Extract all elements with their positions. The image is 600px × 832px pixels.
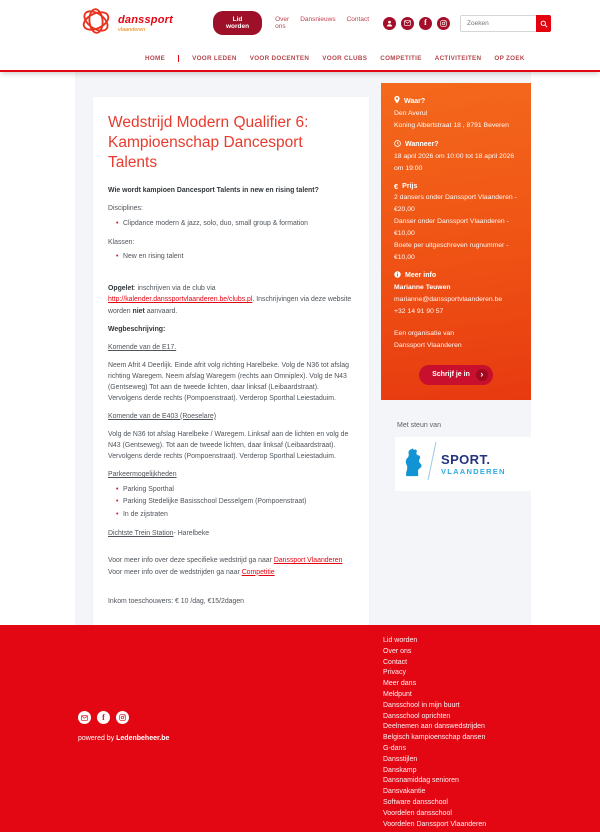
header-icon-row — [383, 17, 450, 30]
klassen-label: Klassen: — [108, 238, 135, 246]
parking-list — [116, 484, 354, 521]
event-article — [93, 97, 369, 632]
venue-name: Den Averul — [394, 110, 428, 117]
clock-icon — [394, 140, 401, 149]
org-name: Danssport Vlaanderen — [394, 341, 462, 349]
chevron-right-icon: › — [476, 369, 488, 381]
main-content — [0, 72, 600, 625]
header-link-contact[interactable]: Contact — [346, 16, 370, 23]
waar-section — [394, 96, 518, 132]
footer-link[interactable]: Privacy — [383, 669, 406, 677]
email-icon[interactable] — [78, 711, 91, 724]
sponsor-label: Met steun van — [397, 421, 441, 429]
event-datetime: 18 april 2026 om 10:00 tot 18 april 2026 om 19:00 — [394, 152, 515, 172]
sport-vlaanderen-lion-icon — [401, 444, 423, 483]
nav-item-home[interactable]: HOME — [145, 55, 179, 62]
price-list — [394, 192, 518, 263]
organisatie-section — [394, 328, 518, 352]
route1-heading: Komende van de E17. — [108, 343, 177, 351]
nav-item-voor-clubs[interactable]: VOOR CLUBS — [322, 54, 368, 62]
footer — [0, 625, 600, 832]
org-line: Een organisatie van — [394, 330, 455, 338]
article-intro: Wie wordt kampioen Dancesport Talents in new en rising talent? — [108, 187, 319, 195]
competitie-link[interactable]: Competitie — [241, 568, 275, 576]
footer-link[interactable]: Software dansschool — [383, 798, 448, 806]
sport-logo-line2: VLAANDEREN — [441, 466, 506, 476]
disciplines-list — [116, 218, 354, 230]
sport-logo-line1: SPORT. — [441, 451, 491, 467]
meer-info-label: Meer info — [405, 272, 437, 280]
wanneer-section — [394, 140, 518, 175]
kalender-link[interactable]: http://kalender.danssportvlaanderen.be/clubs.pl — [108, 296, 253, 304]
content-container — [75, 72, 531, 625]
footer-link[interactable]: Voordelen dansschool — [383, 809, 452, 817]
header — [0, 0, 600, 46]
lid-worden-button[interactable]: Lid worden — [213, 11, 262, 35]
instagram-icon[interactable] — [116, 711, 129, 724]
footer-link[interactable]: Voordelen Danssport Vlaanderen — [383, 820, 487, 828]
route2-heading: Komende van de E403 (Roeselare) — [108, 412, 217, 420]
user-icon[interactable] — [383, 17, 396, 30]
header-link-dansnieuws[interactable]: Dansnieuws — [300, 16, 336, 23]
facebook-icon[interactable]: f — [419, 17, 432, 30]
info-line-1: Voor meer info over deze specifieke wedstrijd ga naar Danssport Vlaanderen — [108, 557, 343, 565]
brand-tagline: vlaanderen — [118, 26, 146, 33]
location-pin-icon — [394, 96, 400, 106]
instagram-icon[interactable] — [437, 17, 450, 30]
prijs-section — [394, 183, 518, 264]
danssport-vlaanderen-link[interactable]: Danssport Vlaanderen — [273, 557, 343, 565]
wanneer-label: Wanneer? — [405, 140, 439, 148]
route1-text: Neem Afrit 4 Deerlijk. Einde afrit volg richting Harelbeke. Volg de N36 tot afslag richting Waregem. Neem afslag Waregem (rechts aan Omniplex). Volg de N43 (Gentseweg) Tot aan de tweede lichten, daar linksaf (Leibaardstraat). Vervolgens derde rechts (Pompoenstraat). Verderop Sporthal Leiestaduim. — [108, 361, 349, 402]
footer-link[interactable]: Deelnemen aan danswedstrijden — [383, 723, 485, 731]
search-icon — [540, 16, 548, 31]
nav-item-activiteiten[interactable]: ACTIVITEITEN — [434, 54, 482, 62]
list-item: • Clipdance modern & jazz, solo, duo, small group & formation — [116, 218, 354, 230]
station-line: Dichtste Trein Station- Harelbeke — [108, 530, 210, 538]
prijs-label: Prijs — [402, 182, 418, 190]
footer-link[interactable]: Dansschool oprichten — [383, 712, 451, 720]
search-button[interactable] — [536, 15, 551, 32]
site-logo[interactable] — [78, 7, 173, 40]
footer-social-row — [78, 711, 129, 724]
footer-link[interactable]: Over ons — [383, 647, 412, 655]
nav-item-voor-docenten[interactable]: VOOR DOCENTEN — [249, 54, 310, 62]
waar-label: Waar? — [404, 97, 426, 105]
list-item: • Parking Stedelijke Basisschool Desselgem (Pompoenstraat) — [116, 496, 354, 508]
event-sidebar — [381, 83, 531, 491]
disciplines-label: Disciplines: — [108, 205, 143, 213]
contact-name: Marianne Teuwen — [394, 284, 451, 292]
facebook-icon[interactable]: f — [97, 711, 110, 724]
route2-text: Volg de N36 tot afslag Harelbeke / Waregem. Linksaf aan de lichten en volg de N43 (Gentseweg). Tot aan de tweede lichten, daar linksaf (Leibaardstraat). Vervolgens derde rechts (Pompoenstraat). Verderop Sporthal Leiestaduim. — [108, 430, 349, 460]
nav-item-competitie[interactable]: COMPETITIE — [380, 54, 422, 62]
ledenbeheer-link[interactable]: Ledenbeheer.be — [116, 735, 170, 742]
opgelet-bold: Opgelet — [108, 285, 134, 293]
price-item: Danser onder Danssport Vlaanderen - €10,00 — [394, 217, 509, 237]
main-nav — [0, 46, 600, 72]
danssport-swirl-icon — [78, 7, 114, 40]
list-item: • Parking Sporthal — [116, 484, 354, 496]
email-icon[interactable] — [401, 17, 414, 30]
brand-name: danssport — [118, 13, 173, 26]
contact-phone: +32 14 91 90 57 — [394, 308, 444, 316]
opgelet-paragraph: Opgelet: inschrijven via de club via http://kalender.danssportvlaanderen.be/clubs.pl. Inschrijvingen via deze website worden niet aanvaard. — [108, 285, 352, 315]
footer-link[interactable]: Meldpunt — [383, 690, 412, 698]
wegbeschrijving-label: Wegbeschrijving: — [108, 325, 166, 333]
info-icon — [394, 271, 401, 280]
schrijf-je-in-button[interactable]: Schrijf je in › — [419, 365, 493, 385]
footer-link[interactable]: Dansvakantie — [383, 788, 426, 796]
footer-link[interactable]: Dansnamiddag senioren — [383, 777, 459, 785]
search-bar — [460, 15, 551, 32]
euro-icon: € — [394, 181, 399, 191]
price-item: 2 dansers onder Danssport Vlaanderen - €20,00 — [394, 194, 517, 213]
info-line-2: Voor meer info over de wedstrijden ga naar Competitie — [108, 568, 275, 576]
footer-link[interactable]: Lid worden — [383, 637, 418, 644]
event-info-card — [381, 83, 531, 400]
klassen-list — [116, 251, 354, 263]
price-item: Boete per uitgeschreven rugnummer - €10,00 — [394, 241, 509, 261]
parking-heading: Parkeermogelijkheden — [108, 471, 177, 479]
list-item: • In de zijstraten — [116, 509, 354, 521]
search-input[interactable] — [460, 15, 536, 32]
sport-vlaanderen-logo[interactable] — [395, 437, 531, 491]
venue-address: Koning Albertstraat 18 , 8791 Beveren — [394, 121, 509, 129]
footer-link[interactable]: Belgisch kampioenschap dansen — [383, 734, 486, 742]
page-title: Wedstrijd Modern Qualifier 6: Kampioenschap Dancesport Talents — [108, 114, 309, 172]
footer-link[interactable]: G-dans — [383, 744, 406, 752]
footer-link[interactable]: Dansschool in mijn buurt — [383, 701, 460, 709]
nav-item-voor-leden[interactable]: VOOR LEDEN — [192, 54, 237, 62]
footer-link[interactable]: Danskamp — [383, 766, 417, 774]
nav-item-op-zoek[interactable]: OP ZOEK — [494, 54, 525, 62]
header-link-over-ons[interactable]: Over ons — [275, 16, 290, 30]
footer-link-list — [383, 636, 486, 830]
powered-by: powered by Ledenbeheer.be — [78, 735, 170, 742]
footer-link[interactable]: Dansstijlen — [383, 755, 418, 763]
header-links — [275, 16, 369, 30]
footer-link[interactable]: Meer dans — [383, 680, 417, 688]
list-item: • New en rising talent — [116, 251, 354, 263]
contact-email: marianne@danssportvlaanderen.be — [394, 296, 503, 304]
meer-info-section — [394, 271, 518, 318]
footer-link[interactable]: Contact — [383, 658, 408, 666]
sponsor-divider-line — [427, 440, 437, 487]
inkom-line: Inkom toeschouwers: € 10 /dag, €15/2dagen — [108, 598, 244, 606]
